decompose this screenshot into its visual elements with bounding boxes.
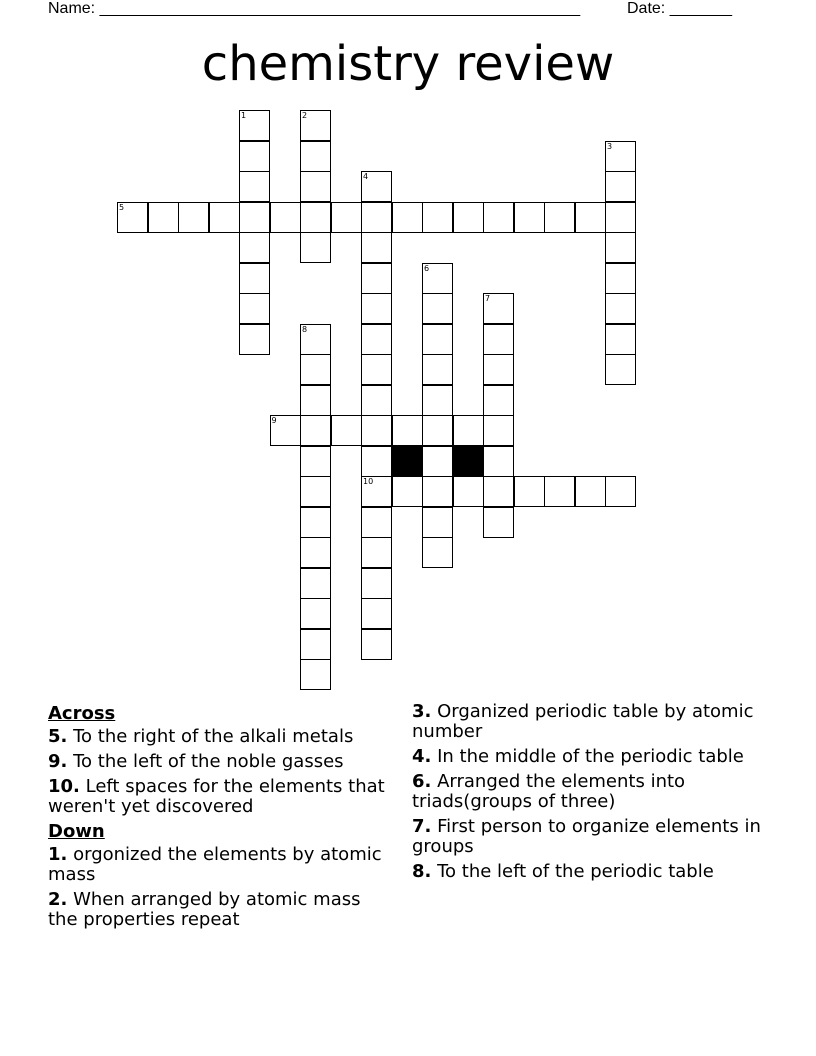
crossword-cell[interactable]: [300, 110, 331, 141]
crossword-cell[interactable]: [361, 293, 392, 324]
crossword-cell[interactable]: [361, 476, 392, 507]
crossword-cell[interactable]: [361, 507, 392, 538]
crossword-cell[interactable]: [422, 385, 453, 416]
crossword-cell[interactable]: [148, 202, 179, 233]
crossword-cell[interactable]: [239, 232, 270, 263]
crossword-cell[interactable]: [605, 354, 636, 385]
clue-text: orgonized the elements by atomic mass: [48, 844, 382, 885]
crossword-cell[interactable]: [605, 232, 636, 263]
crossword-cell[interactable]: [575, 476, 606, 507]
clue-number: 2.: [48, 889, 68, 910]
crossword-cell[interactable]: [239, 202, 270, 233]
crossword-cell[interactable]: [361, 354, 392, 385]
clue-number: 9.: [48, 751, 68, 772]
clue-number-label: 7: [485, 294, 491, 303]
crossword-cell[interactable]: [300, 446, 331, 477]
crossword-cell[interactable]: [605, 171, 636, 202]
crossword-block: [453, 446, 484, 477]
crossword-cell[interactable]: [422, 537, 453, 568]
clue-text: Organized periodic table by atomic number: [412, 701, 754, 742]
crossword-cell[interactable]: [575, 202, 606, 233]
crossword-cell[interactable]: [361, 263, 392, 294]
crossword-cell[interactable]: [544, 476, 575, 507]
clue-across-5: [48, 727, 393, 747]
crossword-cell[interactable]: [331, 202, 362, 233]
crossword-cell[interactable]: [605, 263, 636, 294]
crossword-cell[interactable]: [300, 202, 331, 233]
crossword-cell[interactable]: [422, 202, 453, 233]
page-title: chemistry review: [201, 36, 615, 92]
crossword-cell[interactable]: [361, 232, 392, 263]
clue-number: 4.: [412, 746, 432, 767]
crossword-cell[interactable]: [300, 507, 331, 538]
clue-number-label: 9: [271, 416, 277, 425]
clue-number-label: 2: [302, 111, 308, 120]
crossword-cell[interactable]: [300, 324, 331, 355]
crossword-cell[interactable]: [300, 415, 331, 446]
down-heading: Down: [48, 821, 105, 842]
crossword-cell[interactable]: [483, 476, 514, 507]
crossword-cell[interactable]: [117, 202, 148, 233]
clue-down-8: [412, 862, 762, 882]
crossword-cell[interactable]: [361, 415, 392, 446]
clue-number: 7.: [412, 816, 432, 837]
clue-text: To the right of the alkali metals: [67, 726, 354, 747]
crossword-cell[interactable]: [300, 537, 331, 568]
clues-column-right: [412, 702, 762, 887]
clue-number-label: 1: [241, 111, 247, 120]
clue-down-2: [48, 890, 393, 930]
crossword-cell[interactable]: [300, 629, 331, 660]
clue-text: Left spaces for the elements that weren't yet discovered: [48, 776, 385, 817]
crossword-cell[interactable]: [605, 324, 636, 355]
clue-text: Arranged the elements into triads(groups of three): [412, 771, 686, 812]
clue-down-1: [48, 845, 393, 885]
crossword-cell[interactable]: [239, 293, 270, 324]
crossword-block: [392, 446, 423, 477]
crossword-cell[interactable]: [361, 446, 392, 477]
crossword-cell[interactable]: [605, 141, 636, 172]
crossword-cell[interactable]: [361, 324, 392, 355]
clue-number: 6.: [412, 771, 432, 792]
crossword-cell[interactable]: [300, 171, 331, 202]
crossword-cell[interactable]: [331, 415, 362, 446]
clue-text: When arranged by atomic mass the properties repeat: [48, 889, 361, 930]
crossword-cell[interactable]: [392, 476, 423, 507]
crossword-cell[interactable]: [422, 354, 453, 385]
clue-text: To the left of the periodic table: [431, 861, 714, 882]
crossword-cell[interactable]: [605, 476, 636, 507]
crossword-cell[interactable]: [483, 202, 514, 233]
crossword-cell[interactable]: [300, 232, 331, 263]
crossword-cell[interactable]: [270, 202, 301, 233]
crossword-cell[interactable]: [605, 293, 636, 324]
crossword-cell[interactable]: [422, 476, 453, 507]
clue-number-label: 8: [302, 324, 308, 334]
crossword-cell[interactable]: [300, 598, 331, 629]
crossword-cell[interactable]: [483, 324, 514, 355]
crossword-cell[interactable]: [239, 171, 270, 202]
crossword-cell[interactable]: [605, 202, 636, 233]
crossword-cell[interactable]: [422, 324, 453, 355]
crossword-cell[interactable]: [361, 598, 392, 629]
crossword-cell[interactable]: [300, 659, 331, 690]
crossword-cell[interactable]: [361, 385, 392, 416]
crossword-cell[interactable]: [209, 202, 240, 233]
clue-text: To the left of the noble gasses: [67, 751, 344, 772]
crossword-cell[interactable]: [239, 324, 270, 355]
crossword-cell[interactable]: [483, 415, 514, 446]
crossword-cell[interactable]: [361, 171, 392, 202]
clue-number-label: 3: [607, 141, 613, 151]
crossword-cell[interactable]: [270, 415, 301, 446]
crossword-cell[interactable]: [453, 415, 484, 446]
crossword-cell[interactable]: [514, 476, 545, 507]
crossword-cell[interactable]: [392, 202, 423, 233]
crossword-cell[interactable]: [514, 202, 545, 233]
clue-down-7: [412, 817, 762, 857]
clue-number: 3.: [412, 701, 432, 722]
crossword-cell[interactable]: [300, 354, 331, 385]
clue-number: 10.: [48, 776, 80, 797]
crossword-cell[interactable]: [483, 446, 514, 477]
crossword-cell[interactable]: [392, 415, 423, 446]
crossword-cell[interactable]: [453, 476, 484, 507]
name-line[interactable]: Name: ______________________________________________________: [48, 0, 581, 17]
clue-down-4: [412, 747, 762, 767]
clue-down-6: [412, 772, 762, 812]
crossword-cell[interactable]: [361, 629, 392, 660]
clue-number-label: 4: [363, 172, 369, 181]
crossword-cell[interactable]: [361, 568, 392, 599]
clue-text: First person to organize elements in groups: [412, 816, 761, 857]
crossword-cell[interactable]: [544, 202, 575, 233]
crossword-cell[interactable]: [483, 354, 514, 385]
date-line[interactable]: Date: _______: [627, 0, 732, 17]
crossword-cell[interactable]: [300, 141, 331, 172]
across-heading: Across: [48, 703, 116, 724]
crossword-cell[interactable]: [239, 263, 270, 294]
clue-across-10: [48, 777, 393, 817]
clue-text: In the middle of the periodic table: [431, 746, 744, 767]
crossword-cell[interactable]: [361, 202, 392, 233]
crossword-cell[interactable]: [239, 141, 270, 172]
clue-across-9: [48, 752, 393, 772]
clues-column-left: [48, 702, 393, 935]
crossword-cell[interactable]: [300, 568, 331, 599]
crossword-cell[interactable]: [453, 202, 484, 233]
clue-number: 1.: [48, 844, 68, 865]
crossword-cell[interactable]: [483, 507, 514, 538]
crossword-cell[interactable]: [361, 537, 392, 568]
crossword-cell[interactable]: [178, 202, 209, 233]
clue-number: 5.: [48, 726, 68, 747]
crossword-cell[interactable]: [483, 385, 514, 416]
crossword-cell[interactable]: [300, 476, 331, 507]
crossword-cell[interactable]: [422, 507, 453, 538]
crossword-cell[interactable]: [300, 385, 331, 416]
crossword-cell[interactable]: [483, 293, 514, 324]
clue-number-label: 10: [363, 477, 374, 486]
clue-number: 8.: [412, 861, 432, 882]
clue-number-label: 6: [424, 263, 430, 273]
crossword-cell[interactable]: [422, 293, 453, 324]
crossword-cell[interactable]: [422, 415, 453, 446]
crossword-cell[interactable]: [422, 263, 453, 294]
clue-number-label: 5: [119, 202, 125, 212]
crossword-cell[interactable]: [422, 446, 453, 477]
clue-down-3: [412, 702, 762, 742]
crossword-cell[interactable]: [239, 110, 270, 141]
